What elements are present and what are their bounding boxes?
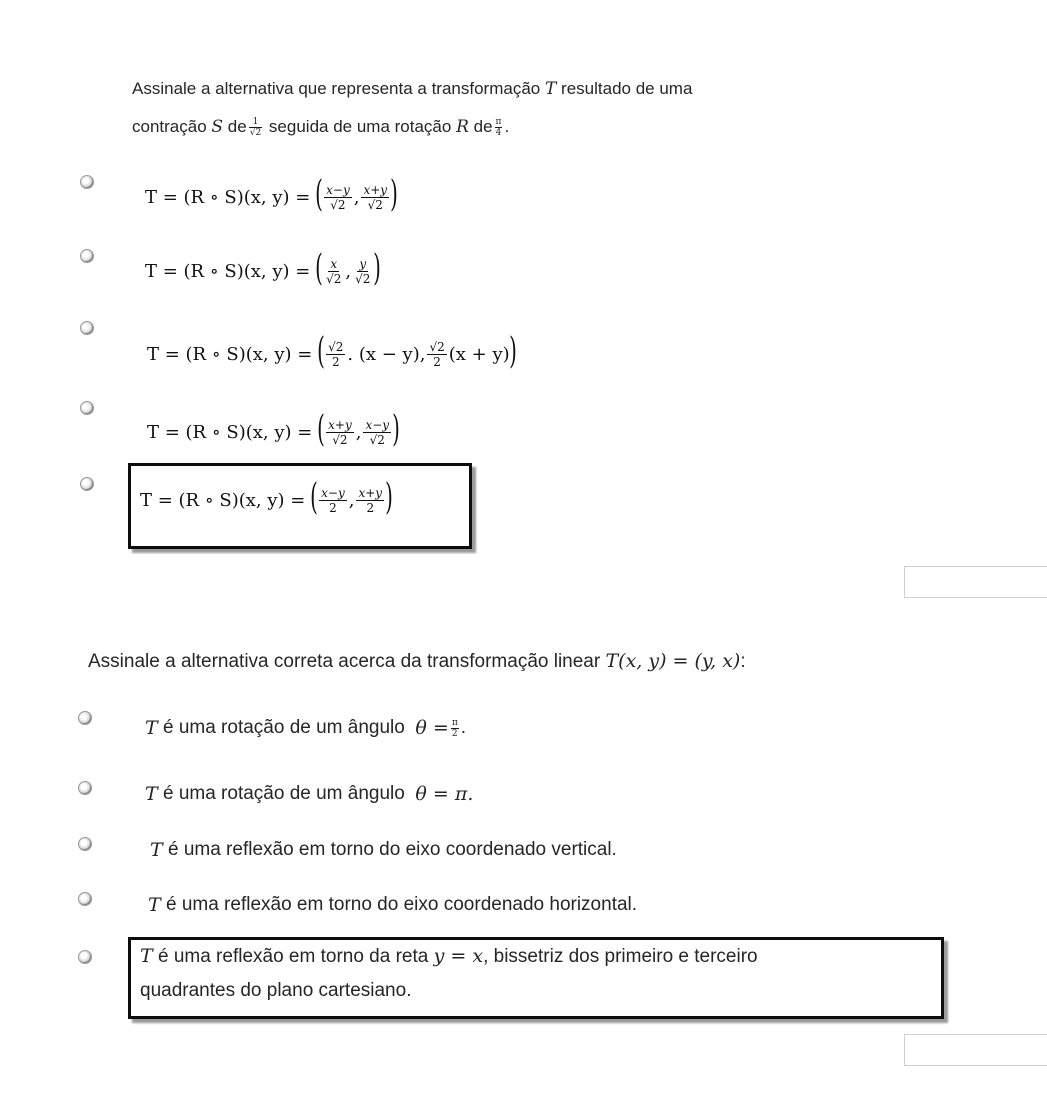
denominator: 2 [331, 354, 340, 369]
open-paren: ( [310, 477, 318, 518]
question-1-option-4-formula [147, 409, 400, 452]
option-text: é uma rotação de um ângulo [162, 717, 405, 738]
prompt-text: : [740, 651, 746, 672]
fraction [319, 486, 347, 515]
open-paren: ( [315, 174, 323, 215]
denominator: 2 [366, 500, 375, 515]
formula-lhs: T = (R ∘ S)(x, y) = [140, 489, 306, 511]
math-variable-t: T [148, 894, 161, 916]
prompt-text: seguida de uma rotação [268, 117, 452, 136]
option-math: θ = [415, 717, 449, 739]
close-paren: ) [508, 331, 517, 372]
open-paren: ( [317, 331, 325, 372]
math-variable-r: R [456, 117, 469, 137]
option-math: y = x [433, 945, 484, 967]
question-1-option-2-formula [145, 248, 382, 291]
fraction-numerator: π [495, 117, 502, 128]
denominator: √2 [330, 197, 346, 212]
option-text: é uma reflexão em torno do eixo coordenado horizontal. [165, 894, 638, 915]
fraction [427, 340, 446, 369]
formula-lhs: T = (R ∘ S)(x, y) = [147, 343, 313, 365]
option-math: θ = π. [415, 783, 474, 805]
numerator: √2 [429, 339, 445, 354]
question-1-status-box [904, 566, 1047, 598]
fraction-denominator: √2 [249, 128, 262, 139]
prompt-text: resultado de uma [561, 79, 693, 98]
math-variable-t: T [150, 839, 163, 861]
numerator: x [330, 256, 338, 271]
close-paren: ) [392, 409, 400, 450]
formula-lhs: T = (R ∘ S)(x, y) = [145, 260, 311, 282]
formula-lhs: T = (R ∘ S)(x, y) = [145, 186, 311, 208]
question-1-option-3-radio[interactable] [80, 321, 94, 335]
question-1-option-4-radio[interactable] [80, 401, 94, 415]
numerator: x−y [321, 485, 345, 500]
fraction-one-over-sqrt2 [249, 117, 262, 138]
question-2-option-4-radio[interactable] [78, 892, 92, 906]
prompt-text: de [473, 117, 493, 136]
close-paren: ) [385, 477, 393, 518]
question-1-prompt-line-2 [132, 108, 892, 146]
option-text: , bissetriz dos primeiro e terceiro [483, 946, 758, 967]
fraction-denominator: 4 [495, 128, 502, 139]
option-text: é uma reflexão em torno do eixo coordenado vertical. [167, 839, 617, 860]
question-2-status-box [904, 1034, 1047, 1066]
numerator: x−y [326, 182, 350, 197]
question-1-option-5-formula [140, 477, 393, 520]
option-text: é uma reflexão em torno da reta [157, 946, 429, 967]
option-line-1 [140, 939, 758, 974]
close-paren: ) [373, 248, 382, 289]
fraction [326, 418, 354, 447]
prompt-formula: T(x, y) = (y, x) [605, 650, 741, 672]
close-paren: ) [390, 174, 398, 215]
question-1-option-1-radio[interactable] [80, 175, 94, 189]
math-variable-t: T [544, 79, 557, 99]
numerator: x−y [365, 417, 390, 432]
prompt-text: Assinale a alternativa que representa a transformação [132, 79, 541, 98]
denominator: √2 [332, 432, 348, 447]
fraction-denominator: 2 [451, 728, 458, 739]
numerator: √2 [328, 339, 344, 354]
denominator: √2 [367, 197, 383, 212]
question-2-option-5-text [140, 939, 758, 1008]
comma: , [353, 186, 360, 208]
question-1-prompt [132, 70, 892, 146]
option-text: . [460, 717, 467, 738]
prompt-text: de [227, 117, 247, 136]
math-variable-t: T [140, 945, 153, 967]
question-2-option-3-text [150, 835, 617, 865]
math-variable-t: T [145, 717, 158, 739]
question-2-option-2-radio[interactable] [78, 781, 92, 795]
denominator: 2 [433, 354, 441, 369]
prompt-text: Assinale a alternativa correta acerca da transformação linear [88, 651, 601, 672]
fraction [353, 257, 372, 286]
fraction [324, 183, 352, 212]
numerator: y [359, 256, 367, 271]
comma: , [355, 421, 362, 443]
fraction [356, 486, 384, 515]
numerator: x+y [363, 182, 388, 197]
denominator: √2 [369, 432, 385, 447]
fraction [363, 418, 391, 447]
question-2-option-4-text [148, 890, 637, 920]
question-2-option-1-text [145, 711, 466, 745]
denominator: √2 [326, 271, 342, 286]
open-paren: ( [317, 409, 325, 450]
question-1-option-2-radio[interactable] [80, 249, 94, 263]
comma: , [345, 260, 352, 282]
fraction-pi-over-2 [451, 718, 459, 739]
fraction-numerator: π [451, 717, 458, 728]
question-2-prompt [88, 645, 988, 678]
open-paren: ( [315, 248, 323, 289]
math-variable-t: T [145, 783, 158, 805]
fraction-pi-over-4 [495, 117, 503, 138]
prompt-text: contração [132, 117, 207, 136]
math-variable-s: S [211, 117, 224, 137]
formula-middle: . (x − y), [347, 343, 426, 365]
fraction-numerator: 1 [249, 117, 262, 128]
question-2-option-5-radio[interactable] [78, 950, 92, 964]
numerator: x+y [358, 485, 383, 500]
question-2-option-2-text [145, 779, 473, 809]
numerator: x+y [328, 417, 352, 432]
question-1-option-3-formula [147, 331, 517, 374]
question-1-option-5-radio[interactable] [80, 477, 94, 491]
formula-tail: (x + y) [448, 343, 510, 365]
question-2-option-3-radio[interactable] [78, 837, 92, 851]
option-line-2: quadrantes do plano cartesiano. [140, 980, 412, 1001]
option-text: é uma rotação de um ângulo [162, 783, 405, 804]
fraction [361, 183, 389, 212]
denominator: 2 [329, 500, 337, 515]
question-1-prompt-line-1 [132, 70, 892, 108]
formula-lhs: T = (R ∘ S)(x, y) = [147, 421, 313, 443]
comma: , [348, 489, 355, 511]
prompt-text: . [504, 117, 510, 136]
fraction [324, 257, 343, 286]
denominator: √2 [355, 271, 371, 286]
question-2-option-1-radio[interactable] [78, 711, 92, 725]
question-1-option-1-formula [145, 174, 398, 217]
fraction [326, 340, 345, 369]
